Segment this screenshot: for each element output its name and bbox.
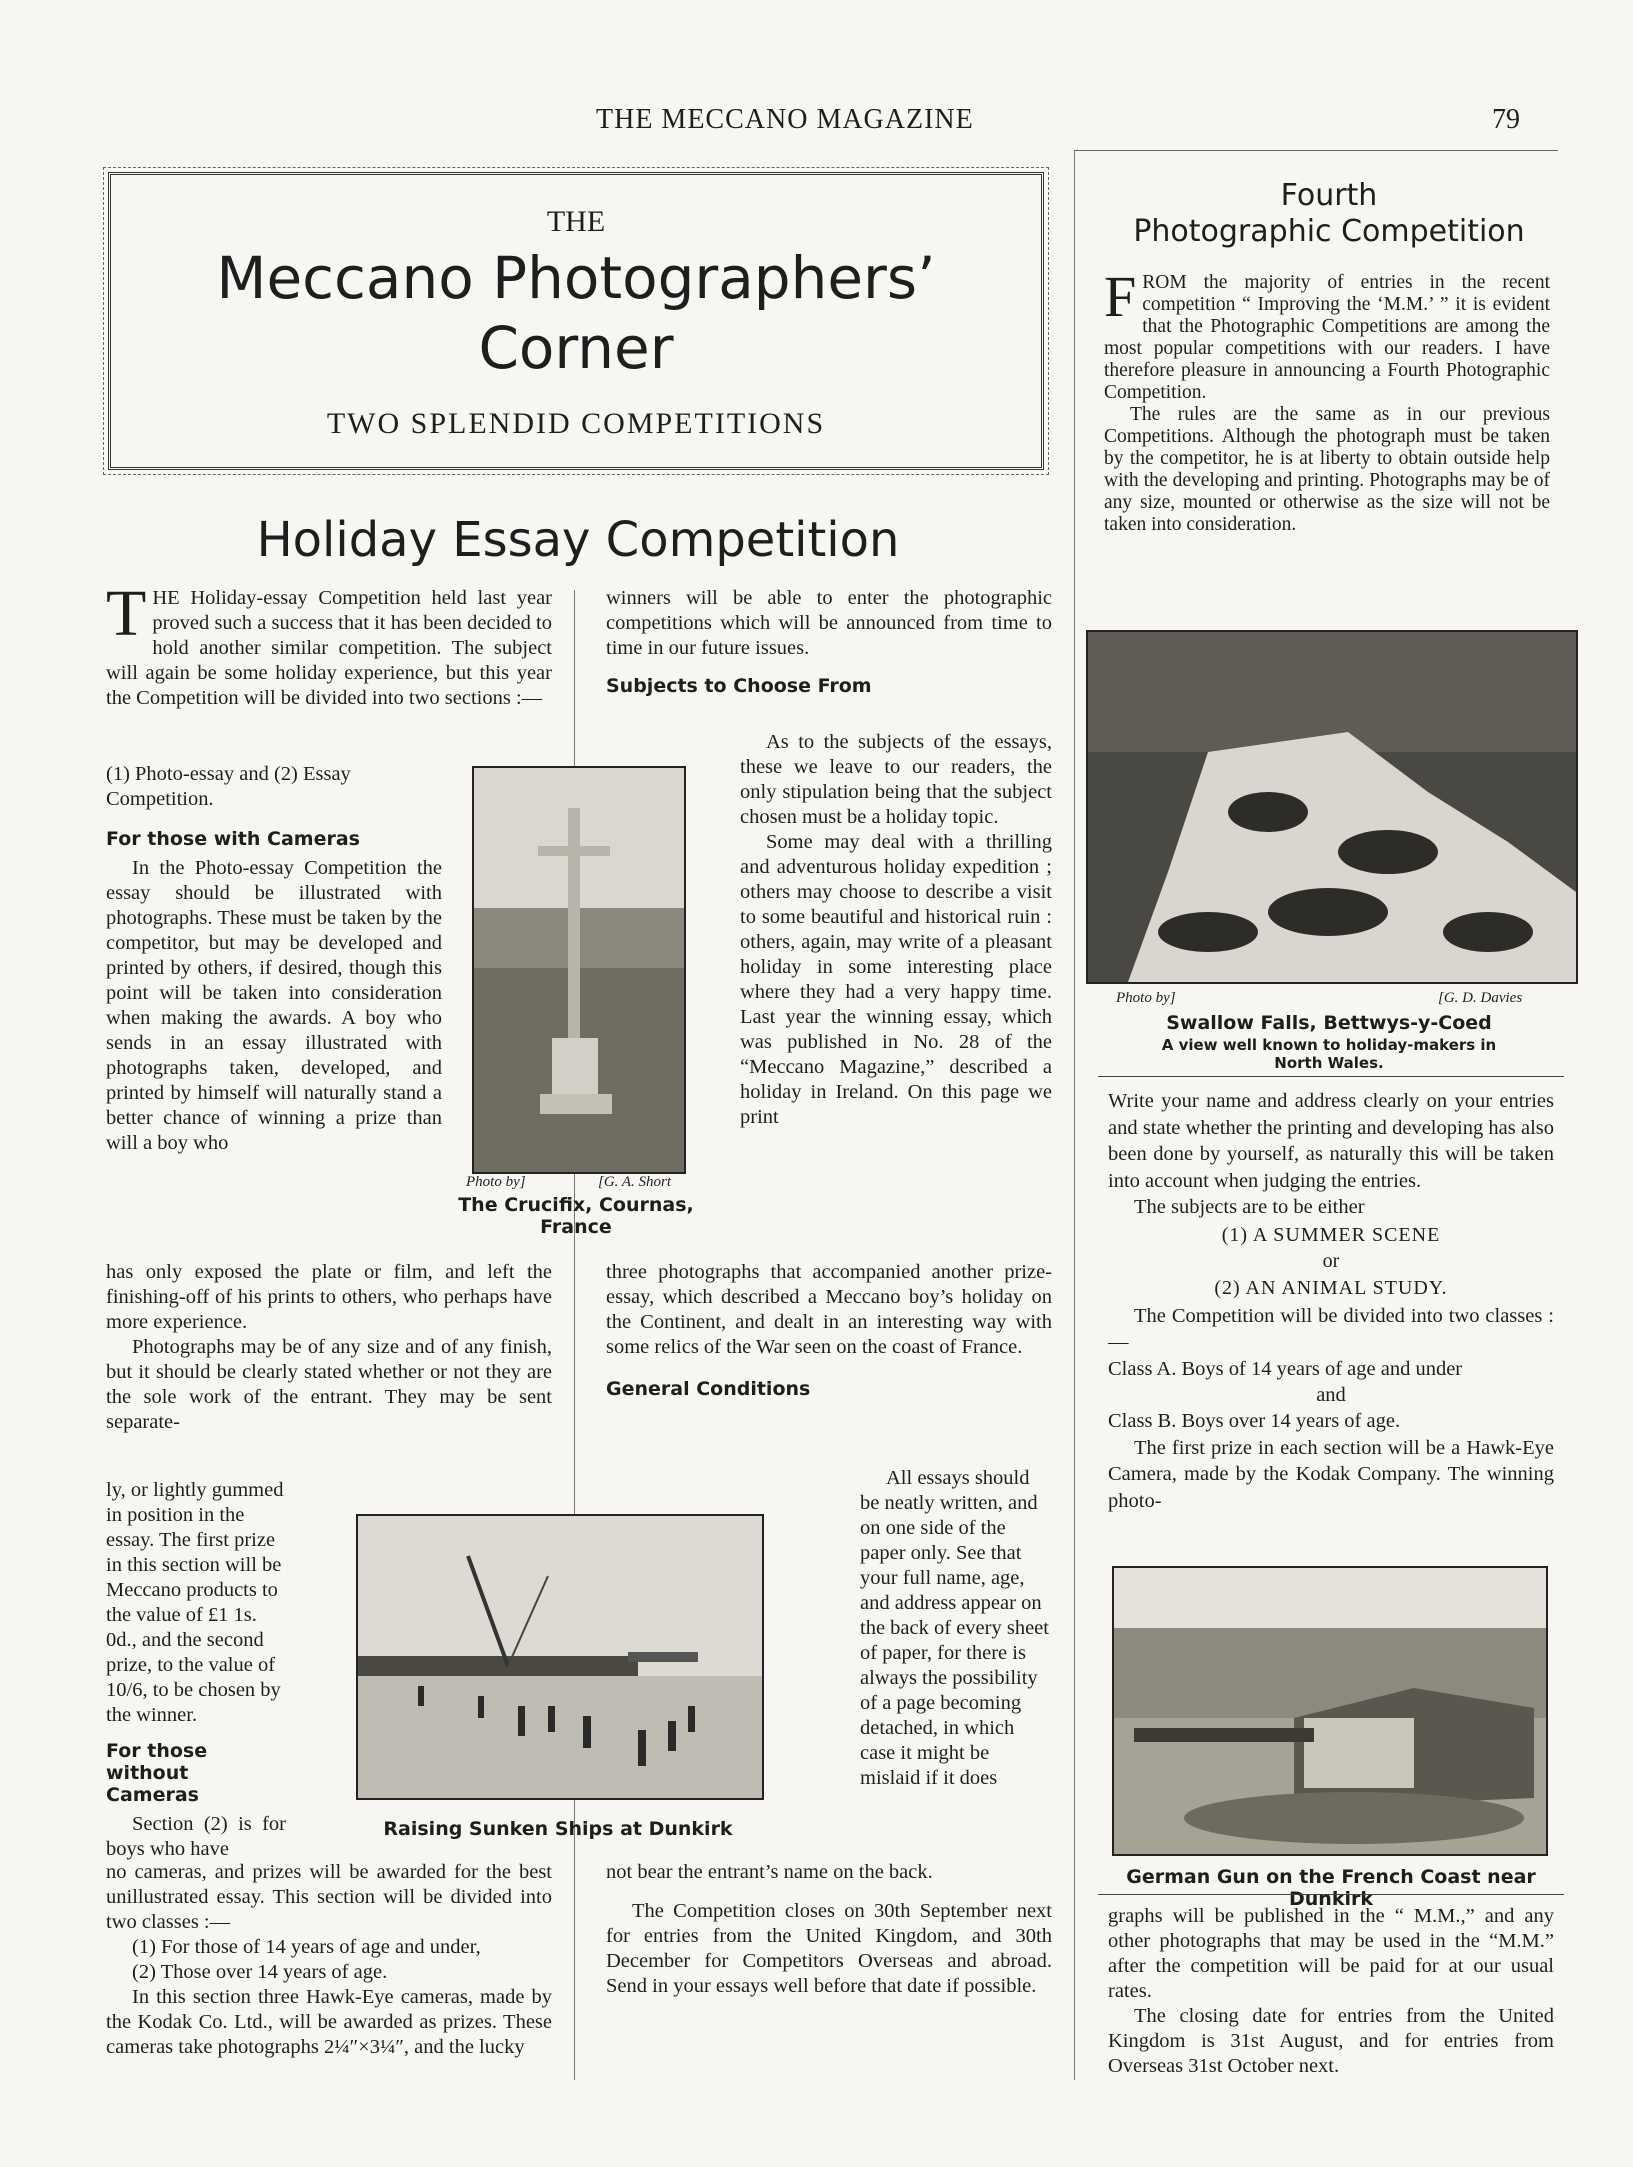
class-a: Class A. Boys of 14 years of age and under: [1108, 1357, 1463, 1380]
class-1: (1) For those of 14 years of age and under,: [132, 1936, 481, 1958]
general-paragraph-1a: All essays should be neatly written, and on one side of the paper only. See that your full name, age, and address appear on the back of every sheet of paper, for there is always the possibility of a page becoming detached, in which case it might be mislaid if it does: [860, 1467, 1049, 1789]
fourth-paragraph-4: The subjects are to be either: [1134, 1196, 1365, 1218]
title-banner: [108, 172, 1044, 470]
fourth-paragraph-3: Write your name and address clearly on your entries and state whether the printing and developing has also been done by yourself, as naturally this will be taken into account when judging the entries.: [1108, 1090, 1554, 1192]
fourth-paragraph-6: The first prize in each section will be a Hawk-Eye Camera, made by the Kodak Company. The winning photo-: [1108, 1436, 1554, 1512]
cameras-paragraph-1b: has only exposed the plate or film, and left the finishing-off of his prints to others, who perhaps have more experience.: [106, 1261, 552, 1333]
col2-paragraph-1: winners will be able to enter the photographic competitions which will be announced from time to time in our future issues.: [606, 587, 1052, 659]
crucifix-credit-left: Photo by]: [466, 1174, 526, 1190]
subject-2: (2) AN ANIMAL STUDY.: [1214, 1276, 1448, 1299]
class-b: Class B. Boys over 14 years of age.: [1108, 1410, 1401, 1432]
drop-cap-t: T: [106, 577, 147, 650]
cameras-heading: For those with Cameras: [106, 828, 360, 850]
banner-title: [111, 243, 1041, 383]
banner-title-line2: Corner: [478, 314, 674, 382]
without-heading: For those without Cameras: [106, 1740, 208, 1806]
essay-title: Holiday Essay Competition: [256, 512, 900, 568]
falls-caption-rule: [1098, 1076, 1564, 1077]
general-paragraph-1b: not bear the entrant’s name on the back.: [606, 1861, 933, 1883]
fourth-col-top: [1104, 264, 1550, 536]
class-2: (2) Those over 14 years of age.: [132, 1961, 388, 1983]
essay-col1-narrow: [106, 762, 442, 1156]
fourth-paragraph-8: The closing date for entries from the United Kingdom is 31st August, and for entries from Overseas 31st October next.: [1108, 2005, 1554, 2077]
banner-subtitle: TWO SPLENDID COMPETITIONS: [326, 407, 826, 440]
cameras-paragraph-2b: ly, or lightly gummed in position in the essay. The first prize in this section will be Meccano products to the value of £1 1s. 0d., and the second prize, to the value of 10/6, to be chosen by the winner.: [106, 1479, 284, 1726]
essay-col1-top: [106, 577, 552, 711]
falls-credit-right: [G. D. Davies: [1438, 990, 1523, 1006]
general-heading: General Conditions: [606, 1378, 811, 1400]
cameras-paragraph-1a: In the Photo-essay Competition the essay should be illustrated with photographs. These must be taken by the competitor, but may be developed and printed by others, if desired, though this point will be taken into consideration when making the awards. A boy who sends in an essay illustrated with photographs taken, developed, and printed by himself will naturally stand a better chance of winning a prize than will a boy who: [106, 857, 442, 1154]
essay-col2-bottom: [606, 1860, 1052, 1999]
essay-col1-bottom: [106, 1860, 552, 2060]
cameras-paragraph-2a: Photographs may be of any size and of any finish, but it should be clearly stated whether or not they are the sole work of the entrant. They may be sent separate-: [106, 1336, 552, 1433]
subject-or: or: [1322, 1249, 1340, 1272]
fourth-title: [1104, 178, 1554, 250]
fourth-paragraph-1: FROM the majority of entries in the recent competition “ Improving the ‘M.M.’ ” it is evident that the Photographic Competitions are among the most popular competitions with our readers. I have therefore pleasure in announcing a Fourth Photographic Competition.: [1104, 264, 1550, 403]
dunkirk-photo: [356, 1514, 764, 1800]
essay-col2-top: [606, 586, 1052, 697]
drop-cap-f: F: [1104, 264, 1137, 329]
fourth-paragraph-5: The Competition will be divided into two classes :—: [1108, 1304, 1554, 1353]
without-paragraph-1b: no cameras, and prizes will be awarded for the best unillustrated essay. This section will be divided into two classes :—: [106, 1861, 552, 1933]
essay-col2-right-narrow: [860, 1466, 1052, 1791]
essay-col2-narrow: [740, 730, 1052, 1130]
essay-intro: THE Holiday-essay Competition held last year proved such a success that it has been decided to hold another similar competition. The subject will again be some holiday experience, but this year the Competition will be divided into two sections :—: [106, 577, 552, 709]
closing-paragraph: The Competition closes on 30th September next for entries from the United Kingdom, and 30th December for Competitors Overseas and abroad. Send in your essays well before that date if possible.: [606, 1900, 1052, 1997]
falls-caption: Swallow Falls, Bettwys-y-Coed: [1166, 1012, 1492, 1034]
without-paragraph-2: In this section three Hawk-Eye cameras, made by the Kodak Co. Ltd., will be awarded as prizes. These cameras take photographs 2¼″×3¼″, and the lucky: [106, 1986, 552, 2058]
gun-caption-rule: [1098, 1894, 1564, 1895]
essay-col1-mid: [106, 1260, 552, 1435]
page-number: 79: [1492, 104, 1520, 135]
essay-intro-sections: (1) Photo-essay and (2) Essay Competition.: [106, 763, 351, 810]
class-and: and: [1316, 1384, 1346, 1406]
crucifix-photo: [472, 766, 686, 1174]
subjects-paragraph-1: As to the subjects of the essays, these we leave to our readers, the only stipulation being that the subject chosen must be a holiday topic.: [740, 731, 1052, 828]
gun-photo: [1112, 1566, 1548, 1856]
subjects-heading: Subjects to Choose From: [606, 675, 872, 697]
falls-subcaption: A view well known to holiday-makers in North Wales.: [1161, 1036, 1497, 1072]
running-header: THE MECCANO MAGAZINE: [596, 104, 974, 135]
fourth-title-line1: Fourth: [1280, 178, 1378, 213]
without-paragraph-1a: Section (2) is for boys who have: [106, 1813, 286, 1860]
essay-col1-left-narrow: [106, 1478, 286, 1862]
essay-col2-mid: [606, 1260, 1052, 1400]
crucifix-credit-right: [G. A. Short: [598, 1174, 672, 1190]
fourth-paragraph-7: graphs will be published in the “ M.M.,” and any other photographs that may be used in the “M.M.” after the competition will be paid for at our usual rates.: [1108, 1905, 1554, 2002]
subject-1: (1) A SUMMER SCENE: [1221, 1223, 1441, 1246]
gun-caption: German Gun on the French Coast near Dunkirk: [1126, 1866, 1536, 1910]
fourth-paragraph-2: The rules are the same as in our previous Competitions. Although the photograph must be taken by the competitor, he is at liberty to obtain outside help with the developing and printing. Photographs may be of any size, mounted or otherwise as the size will not be taken into consideration.: [1104, 404, 1550, 535]
banner-pre: THE: [546, 205, 606, 238]
crucifix-caption: The Crucifix, Cournas, France: [458, 1194, 694, 1238]
subjects-paragraph-2b: three photographs that accompanied another prize-essay, which described a Meccano boy’s holiday on the Continent, and dealt in an interesting way with some relics of the War seen on the coast of France.: [606, 1261, 1052, 1358]
fourth-col-mid: [1108, 1088, 1554, 1514]
falls-photo: [1086, 630, 1578, 984]
fourth-title-line2: Photographic Competition: [1133, 214, 1525, 249]
fourth-col-bottom: [1108, 1904, 1554, 2079]
subjects-paragraph-2a: Some may deal with a thrilling and adventurous holiday expedition ; others may choose to describe a visit to some beautiful and historical ruin : others, again, may write of a pleasant holiday in some interesting place where they had a very happy time. Last year the winning essay, which was published in No. 28 of the “Meccano Magazine,” described a holiday in Ireland. On this page we print: [740, 831, 1052, 1128]
banner-title-line1: Meccano Photographers’: [216, 244, 936, 312]
right-column-frame: [1074, 150, 1075, 2080]
falls-credit-left: Photo by]: [1116, 990, 1176, 1006]
header-rule: [1074, 150, 1558, 151]
dunkirk-caption: Raising Sunken Ships at Dunkirk: [383, 1818, 733, 1840]
